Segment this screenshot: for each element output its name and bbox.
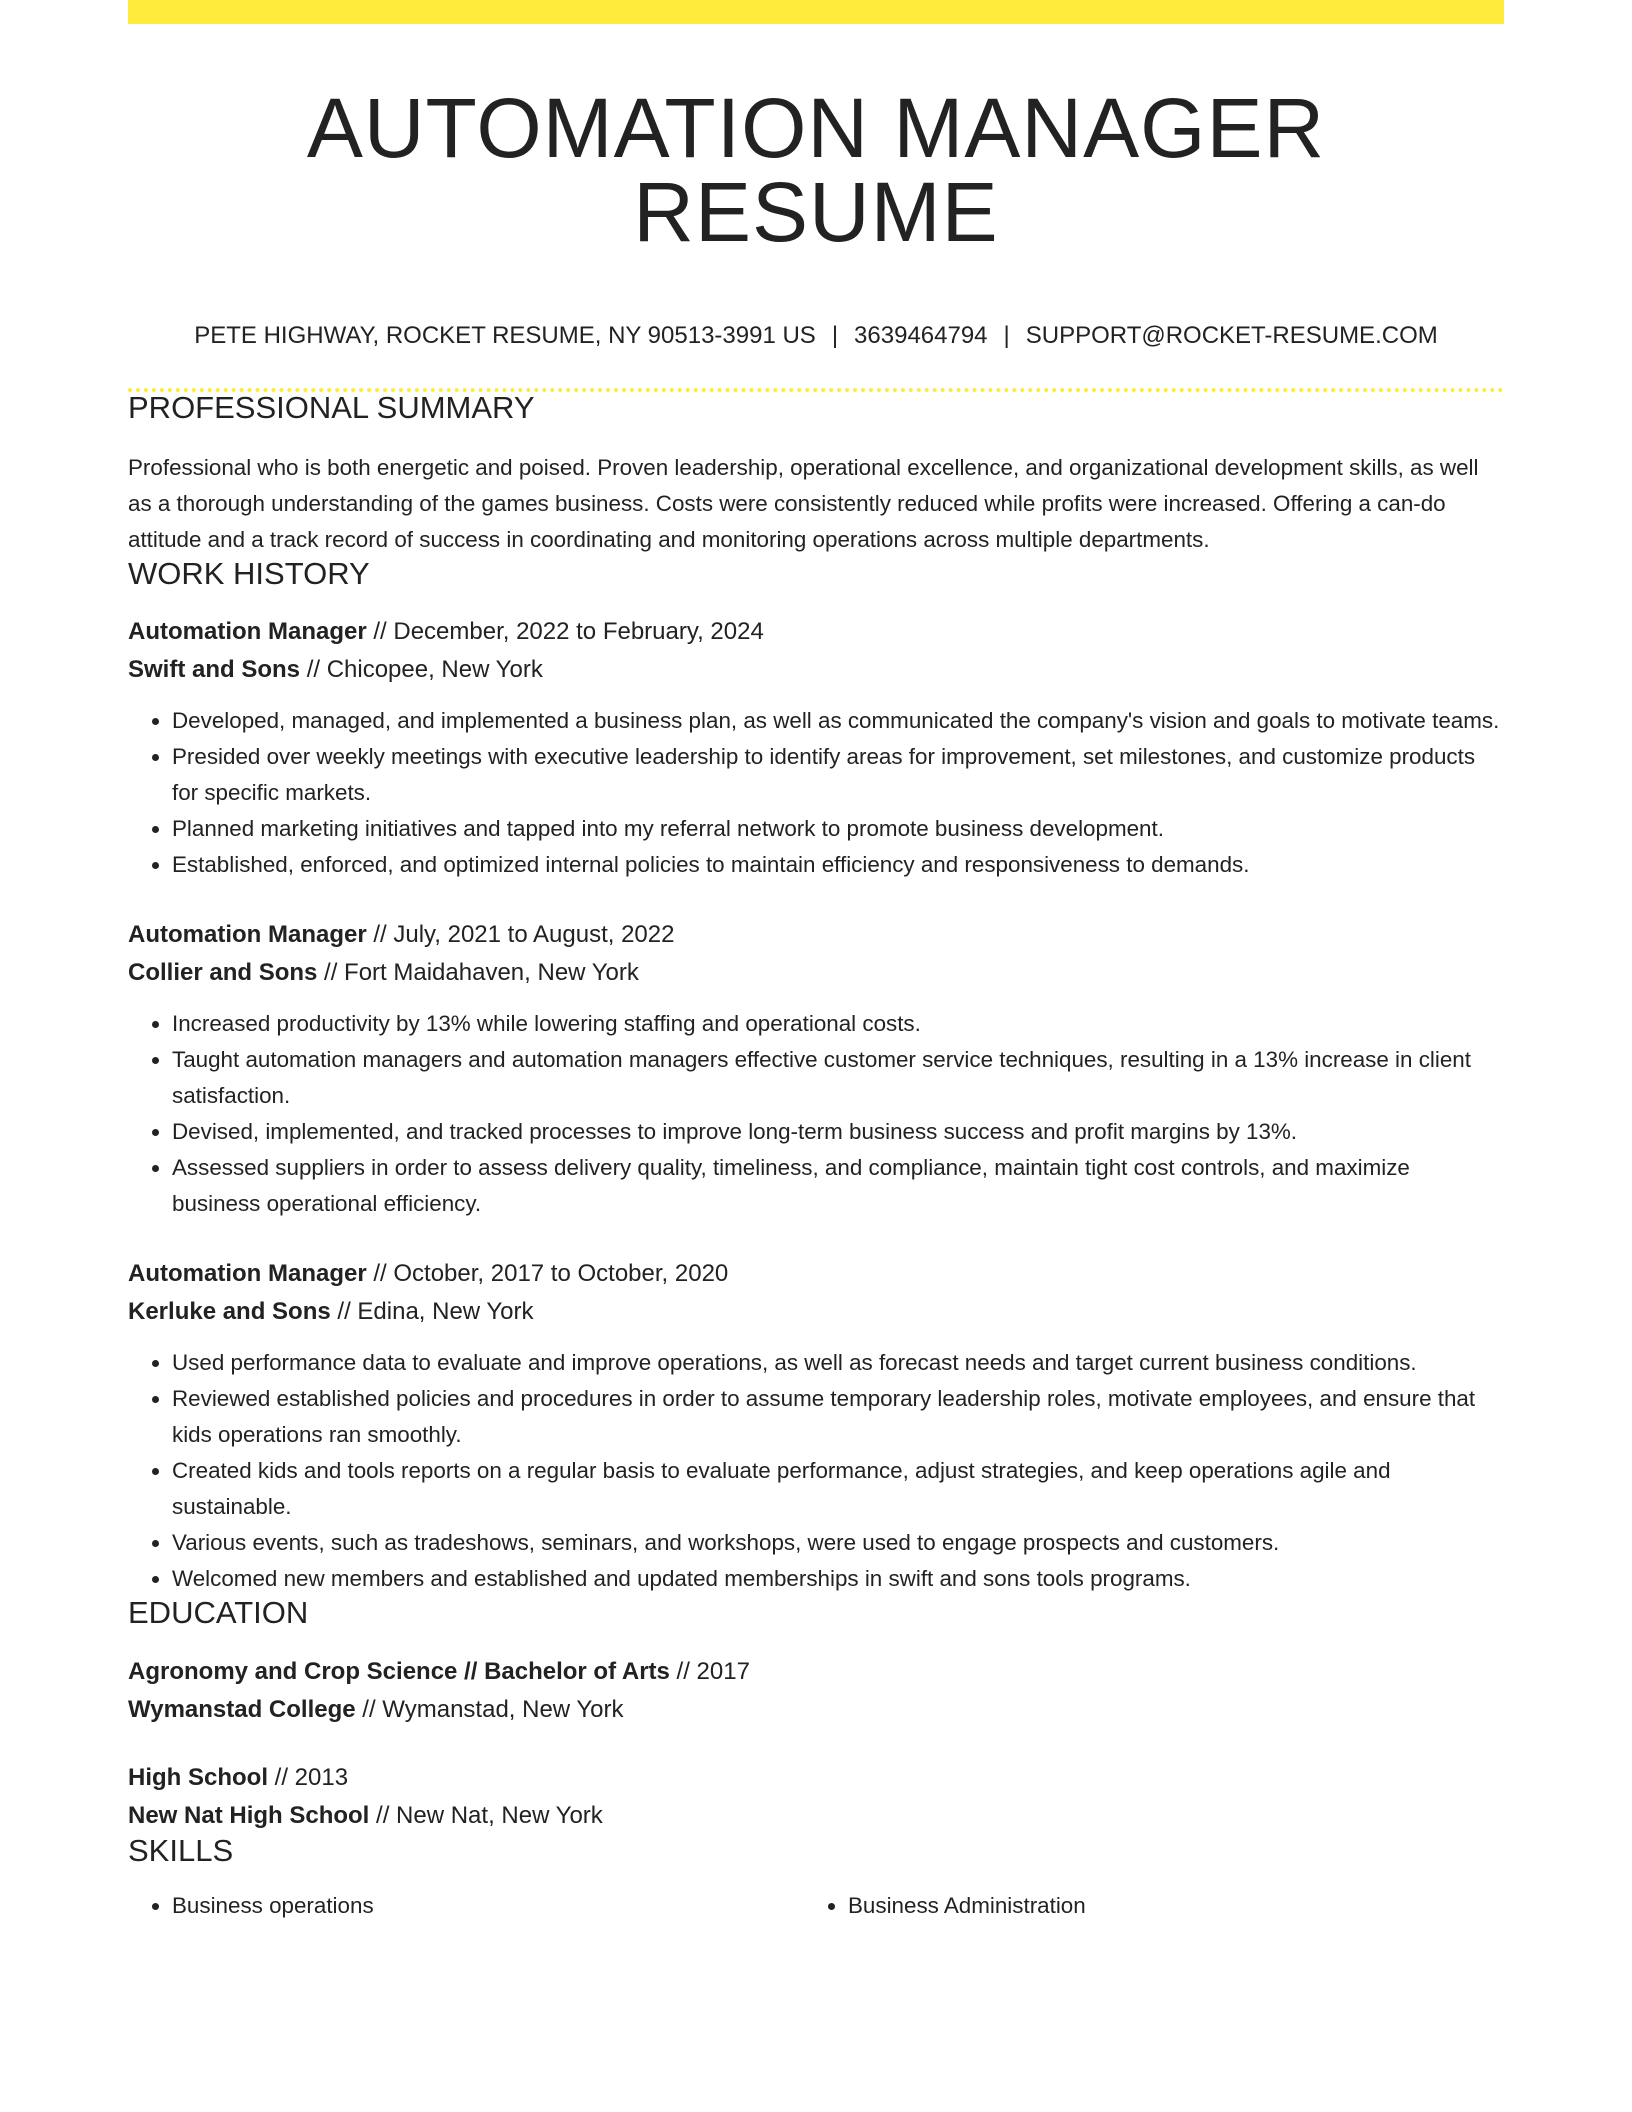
job-bullet: • Established, enforced, and optimized internal policies to maintain efficiency and responsiveness to demands. (172, 847, 1504, 883)
education-school: New Nat High School (128, 1802, 370, 1829)
skills-heading: SKILLS (128, 1833, 234, 1868)
education-entry (128, 1759, 1504, 1835)
job-company-line (128, 954, 1504, 992)
skills-column-left (128, 1888, 804, 1924)
job-entry (128, 1255, 1504, 1331)
job-location: // Edina, New York (337, 1298, 534, 1325)
job-bullet: • Increased productivity by 13% while lowering staffing and operational costs. (172, 1006, 1504, 1042)
job-company-line (128, 651, 1504, 689)
education-heading: EDUCATION (128, 1595, 309, 1630)
job-company-line (128, 1293, 1504, 1331)
job-entry (128, 613, 1504, 689)
contact-line (128, 324, 1504, 348)
job-company: Collier and Sons (128, 959, 318, 986)
job-bullets (128, 703, 1504, 883)
education-degree: High School (128, 1764, 268, 1791)
job-company: Kerluke and Sons (128, 1298, 331, 1325)
contact-separator: | (1003, 322, 1010, 349)
job-title: Automation Manager (128, 618, 367, 645)
job-bullet: • Reviewed established policies and procedures in order to assume temporary leadership roles, motivate employees, and ensure that kids operations ran smoothly. (172, 1381, 1504, 1453)
skills-list (128, 1888, 1504, 1924)
job-bullets (128, 1006, 1504, 1222)
skills-column-right (804, 1888, 1480, 1924)
contact-email: SUPPORT@ROCKET-RESUME.COM (1025, 322, 1438, 349)
education-degree-line (128, 1759, 1504, 1797)
summary-text: Professional who is both energetic and poised. Proven leadership, operational excellence, and organizational development skills, as well as a thorough understanding of the games business. Costs were consistently reduced while profits were increased. Offering a can-do attitude and a track record of success in coordinating and monitoring operations across multiple departments. (128, 455, 1479, 552)
education-year: // 2013 (274, 1764, 349, 1791)
education-location: // Wymanstad, New York (362, 1696, 624, 1723)
contact-phone: 3639464794 (854, 322, 988, 349)
education-degree: Agronomy and Crop Science // Bachelor of Arts (128, 1658, 670, 1685)
job-title-line (128, 1255, 1504, 1293)
education-entry (128, 1653, 1504, 1729)
summary-heading: PROFESSIONAL SUMMARY (128, 390, 535, 425)
job-entry (128, 916, 1504, 992)
job-location: // Fort Maidahaven, New York (324, 959, 639, 986)
job-bullet: • Various events, such as tradeshows, seminars, and workshops, were used to engage prospects and customers. (172, 1525, 1504, 1561)
job-dates: // December, 2022 to February, 2024 (373, 618, 764, 645)
work-history-heading: WORK HISTORY (128, 556, 370, 591)
job-location: // Chicopee, New York (306, 656, 543, 683)
job-company: Swift and Sons (128, 656, 301, 683)
job-bullet: • Devised, implemented, and tracked processes to improve long-term business success and profit margins by 13%. (172, 1114, 1504, 1150)
job-bullet: • Presided over weekly meetings with executive leadership to identify areas for improvement, set milestones, and customize products for specific markets. (172, 739, 1504, 811)
contact-address: PETE HIGHWAY, ROCKET RESUME, NY 90513-3991 US (194, 322, 816, 349)
education-school-line (128, 1797, 1504, 1835)
education-school: Wymanstad College (128, 1696, 356, 1723)
job-bullet: • Planned marketing initiatives and tapped into my referral network to promote business development. (172, 811, 1504, 847)
job-dates: // October, 2017 to October, 2020 (373, 1260, 729, 1287)
education-year: // 2017 (676, 1658, 750, 1685)
education-school-line (128, 1691, 1504, 1729)
job-bullet: • Created kids and tools reports on a regular basis to evaluate performance, adjust strategies, and keep operations agile and sustainable. (172, 1453, 1504, 1525)
job-title: Automation Manager (128, 1260, 367, 1287)
job-bullet: • Assessed suppliers in order to assess delivery quality, timeliness, and compliance, maintain tight cost controls, and maximize business operational efficiency. (172, 1150, 1504, 1222)
top-accent-bar (128, 0, 1504, 24)
job-bullets (128, 1345, 1504, 1597)
job-bullet: • Used performance data to evaluate and improve operations, as well as forecast needs and target current business conditions. (172, 1345, 1504, 1381)
resume-title: AUTOMATION MANAGER RESUME (306, 81, 1326, 259)
job-dates: // July, 2021 to August, 2022 (373, 921, 675, 948)
job-bullet: • Welcomed new members and established and updated memberships in swift and sons tools programs. (172, 1561, 1504, 1597)
education-location: // New Nat, New York (376, 1802, 603, 1829)
skill-item: • Business Administration (848, 1888, 1480, 1924)
job-title-line (128, 916, 1504, 954)
contact-separator: | (831, 322, 839, 349)
education-degree-line (128, 1653, 1504, 1691)
job-bullet: • Taught automation managers and automation managers effective customer service techniques, resulting in a 13% increase in client satisfaction. (172, 1042, 1504, 1114)
resume-page (128, 0, 1504, 1924)
skill-item: • Business operations (172, 1888, 804, 1924)
job-title-line (128, 613, 1504, 651)
job-bullet: • Developed, managed, and implemented a business plan, as well as communicated the company's vision and goals to motivate teams. (172, 703, 1504, 739)
job-title: Automation Manager (128, 921, 367, 948)
